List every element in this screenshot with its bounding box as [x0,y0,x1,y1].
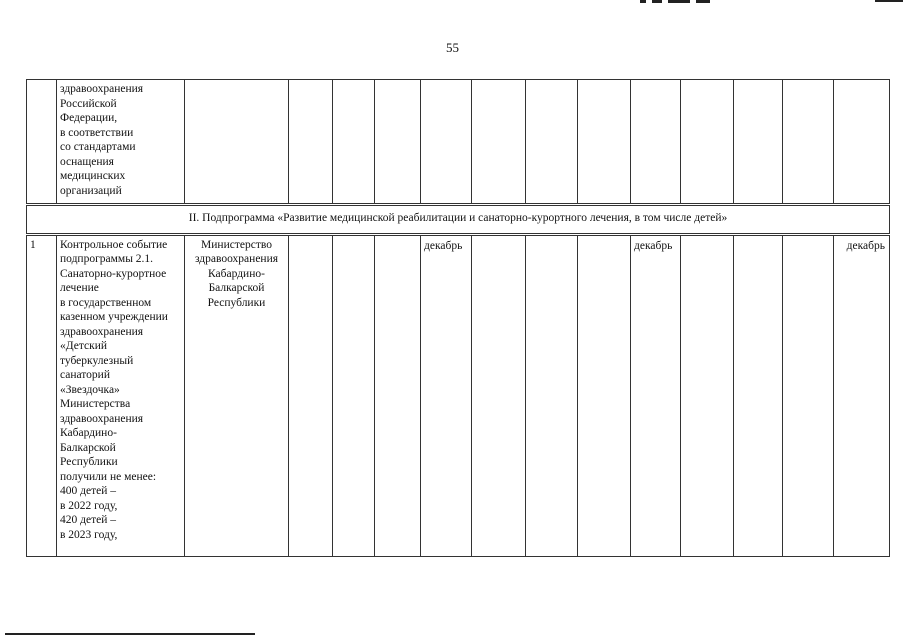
row-deadline-1: декабрь [421,234,472,556]
continued-description-cell: здравоохранения Российской Федерации, в соответствии со стандартами оснащения медицинских организаций [57,80,185,205]
continued-executor-cell [185,80,289,205]
row-description: Контрольное событие подпрограммы 2.1. Санаторно-курортное лечение в государственном казенном учреждении здравоохранения «Детский туберкулезный санаторий «Звездочка» Министерства здравоохранения Кабардино- Балкарской Республики получили не менее: 400 детей – в 2022 году, 420 детей – в 2023 году, [57,234,185,556]
plan-table [26,79,890,557]
continued-row [27,80,890,205]
page-number: 55 [446,40,459,55]
row-deadline-2: декабрь [631,234,681,556]
section-header-row [27,205,890,235]
table-row [27,234,890,556]
footnote-separator [5,633,255,635]
row-executor: Министерство здравоохранения Кабардино- Балкарской Республики [185,234,289,556]
row-deadline-3: декабрь [834,234,890,556]
continued-number-cell [27,80,57,205]
section-title: II. Подпрограмма «Развитие медицинской реабилитации и санаторно-курортного лечения, в том числе детей» [27,205,890,235]
top-edge-marks [640,0,905,6]
row-number: 1 [27,234,57,556]
